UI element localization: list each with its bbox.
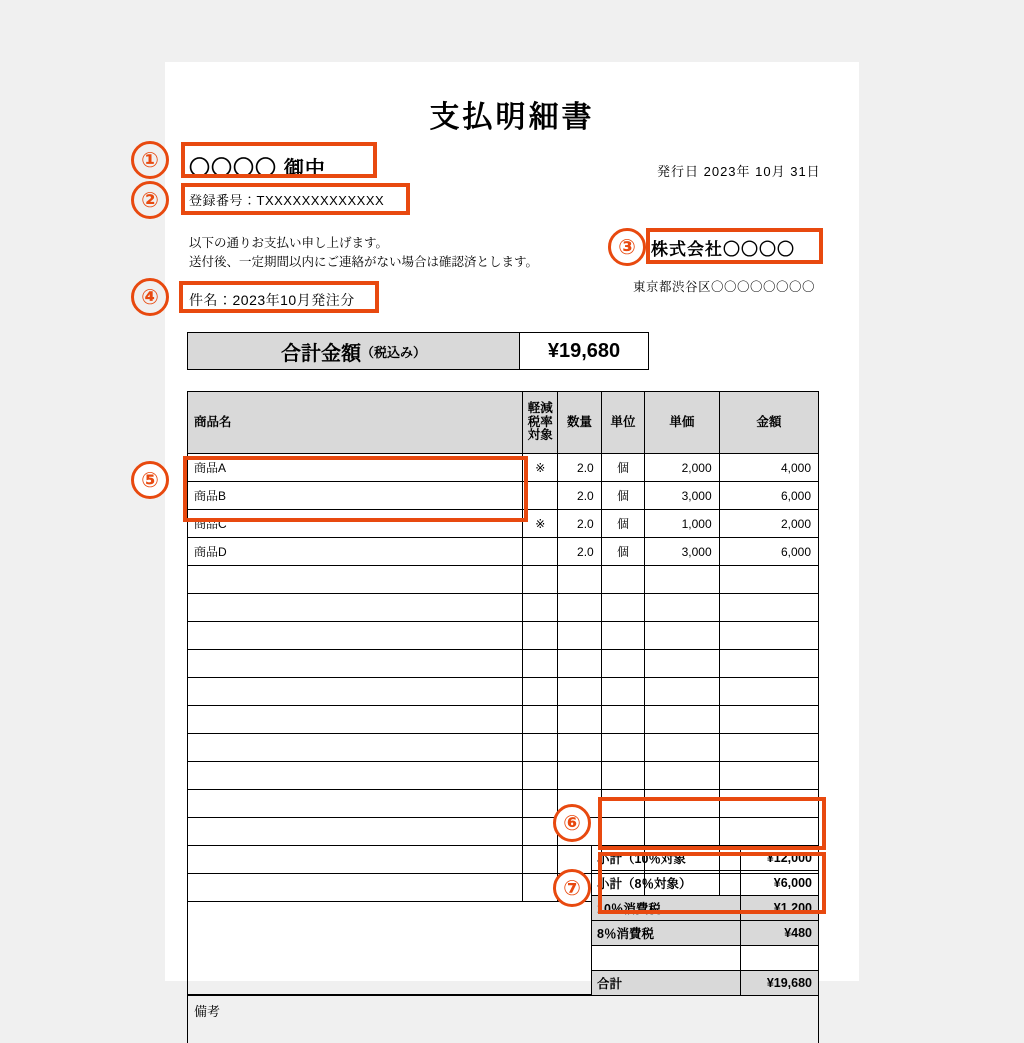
cell-qty: 2.0 — [558, 538, 601, 566]
cell-qty — [558, 622, 601, 650]
cell-price — [645, 650, 719, 678]
summary-row-subtotal-10 — [592, 846, 819, 871]
cell-unit: 個 — [601, 454, 644, 482]
cell-amount — [719, 762, 818, 790]
table-row — [188, 594, 819, 622]
cell-amount — [719, 594, 818, 622]
summary-row-spacer — [592, 946, 819, 971]
summary-value — [740, 946, 818, 971]
invoice-sheet — [165, 62, 859, 1019]
total-amount-bar — [187, 332, 649, 370]
table-row — [188, 510, 819, 538]
summary-value: ¥19,680 — [740, 971, 818, 996]
summary-label: 小計（10％対象 — [592, 846, 741, 871]
cell-price: 3,000 — [645, 538, 719, 566]
cell-qty — [558, 650, 601, 678]
cell-unit: 個 — [601, 482, 644, 510]
cell-amount — [719, 734, 818, 762]
lead-line-1: 以下の通りお支払い申し上げます。 — [189, 236, 389, 250]
summary-table — [591, 845, 819, 996]
cell-reduced — [523, 482, 558, 510]
cell-reduced — [523, 566, 558, 594]
addressee-name: 〇〇〇〇 — [189, 157, 277, 180]
cell-reduced — [523, 734, 558, 762]
summary-row-tax-8 — [592, 921, 819, 946]
cell-qty — [558, 762, 601, 790]
table-row — [188, 734, 819, 762]
marker-6: ⑥ — [553, 804, 591, 842]
cell-reduced — [523, 790, 558, 818]
total-amount-value: ¥19,680 — [547, 339, 621, 362]
table-row — [188, 454, 819, 482]
remarks-label: 備考 — [194, 1004, 221, 1019]
cell-unit — [601, 678, 644, 706]
cell-name: 商品A — [188, 454, 523, 482]
table-row — [188, 538, 819, 566]
marker-5: ⑤ — [131, 461, 169, 499]
cell-price — [645, 790, 719, 818]
cell-unit — [601, 706, 644, 734]
column-header-quantity: 数量 — [558, 392, 601, 454]
cell-price — [645, 594, 719, 622]
cell-unit — [601, 566, 644, 594]
cell-price: 2,000 — [645, 454, 719, 482]
cell-reduced — [523, 650, 558, 678]
cell-amount: 4,000 — [719, 454, 818, 482]
cell-amount — [719, 678, 818, 706]
cell-name: 商品B — [188, 482, 523, 510]
total-amount-label — [188, 333, 520, 369]
cell-price — [645, 762, 719, 790]
cell-unit — [601, 762, 644, 790]
cell-unit — [601, 622, 644, 650]
cell-amount — [719, 566, 818, 594]
table-row — [188, 818, 819, 846]
column-header-name: 商品名 — [188, 392, 523, 454]
cell-qty: 2.0 — [558, 510, 601, 538]
cell-price — [645, 818, 719, 846]
column-header-unit-price: 単価 — [645, 392, 719, 454]
cell-price — [645, 734, 719, 762]
cell-amount: 2,000 — [719, 510, 818, 538]
cell-unit — [601, 790, 644, 818]
table-row — [188, 566, 819, 594]
summary-value: ¥12,000 — [740, 846, 818, 871]
marker-2: ② — [131, 181, 169, 219]
cell-unit — [601, 594, 644, 622]
cell-price — [645, 622, 719, 650]
cell-name: 商品C — [188, 510, 523, 538]
cell-amount — [719, 818, 818, 846]
summary-row-total — [592, 971, 819, 996]
total-amount-label-note: （税込み） — [360, 344, 426, 360]
summary-label: 合計 — [592, 971, 741, 996]
cell-qty — [558, 566, 601, 594]
cell-qty — [558, 734, 601, 762]
cell-qty: 2.0 — [558, 482, 601, 510]
issuer-address: 東京都渋谷区〇〇〇〇〇〇〇〇 — [633, 280, 816, 294]
marker-1: ① — [131, 141, 169, 179]
summary-label: 小計（8％対象） — [592, 871, 741, 896]
cell-name — [188, 566, 523, 594]
summary-value: ¥1,200 — [740, 896, 818, 921]
cell-reduced — [523, 678, 558, 706]
cell-price — [645, 566, 719, 594]
registration-number: 登録番号：TXXXXXXXXXXXXX — [189, 193, 385, 208]
cell-qty — [558, 678, 601, 706]
cell-reduced — [523, 762, 558, 790]
summary-label — [592, 946, 741, 971]
summary-value: ¥480 — [740, 921, 818, 946]
cell-unit: 個 — [601, 538, 644, 566]
lead-line-2: 送付後、一定期間以内にご連絡がない場合は確認済とします。 — [189, 255, 539, 270]
cell-name — [188, 622, 523, 650]
marker-3: ③ — [608, 228, 646, 266]
cell-unit: 個 — [601, 510, 644, 538]
cell-unit — [601, 818, 644, 846]
table-row — [188, 790, 819, 818]
cell-name — [188, 594, 523, 622]
remarks-section — [187, 995, 819, 1043]
cell-amount — [719, 706, 818, 734]
cell-reduced: ※ — [523, 510, 558, 538]
cell-unit — [601, 650, 644, 678]
cell-reduced: ※ — [523, 454, 558, 482]
addressee-suffix: 御中 — [283, 158, 326, 180]
cell-reduced — [523, 706, 558, 734]
addressee — [189, 152, 326, 182]
cell-price — [645, 706, 719, 734]
table-row — [188, 482, 819, 510]
issuer-name: 株式会社〇〇〇〇 — [651, 240, 795, 259]
cell-name — [188, 790, 523, 818]
column-header-reduced-tax: 軽減 税率 対象 — [523, 392, 558, 454]
lead-text — [189, 234, 538, 273]
summary-value: ¥6,000 — [740, 871, 818, 896]
cell-name — [188, 762, 523, 790]
cell-name — [188, 650, 523, 678]
table-row — [188, 678, 819, 706]
cell-unit — [601, 734, 644, 762]
issue-date: 発行日 2023年 10月 31日 — [657, 164, 821, 179]
cell-name — [188, 734, 523, 762]
table-row — [188, 706, 819, 734]
marker-4: ④ — [131, 278, 169, 316]
cell-amount — [719, 650, 818, 678]
cell-price: 1,000 — [645, 510, 719, 538]
items-table-body — [188, 454, 819, 902]
cell-name — [188, 678, 523, 706]
cell-amount — [719, 622, 818, 650]
cell-name — [188, 706, 523, 734]
cell-name: 商品D — [188, 538, 523, 566]
cell-price: 3,000 — [645, 482, 719, 510]
cell-amount: 6,000 — [719, 482, 818, 510]
table-row — [188, 650, 819, 678]
cell-amount — [719, 790, 818, 818]
summary-label: 8％消費税 — [592, 921, 741, 946]
cell-reduced — [523, 622, 558, 650]
cell-qty — [558, 594, 601, 622]
cell-name — [188, 818, 523, 846]
summary-label: 10％消費税 — [592, 896, 741, 921]
summary-blank-area — [187, 845, 592, 995]
cell-reduced — [523, 594, 558, 622]
cell-qty: 2.0 — [558, 454, 601, 482]
column-header-unit: 単位 — [601, 392, 644, 454]
table-row — [188, 622, 819, 650]
items-table-header-row — [188, 392, 819, 454]
summary-row-subtotal-8 — [592, 871, 819, 896]
marker-7: ⑦ — [553, 869, 591, 907]
column-header-amount: 金額 — [719, 392, 818, 454]
items-table — [187, 391, 819, 902]
cell-amount: 6,000 — [719, 538, 818, 566]
table-row — [188, 762, 819, 790]
page-title: 支払明細書 — [429, 101, 595, 134]
cell-reduced — [523, 538, 558, 566]
cell-price — [645, 678, 719, 706]
summary-row-tax-10 — [592, 896, 819, 921]
subject-line: 件名：2023年10月発注分 — [189, 292, 355, 308]
total-amount-label-text: 合計金額 — [280, 342, 361, 365]
cell-qty — [558, 706, 601, 734]
